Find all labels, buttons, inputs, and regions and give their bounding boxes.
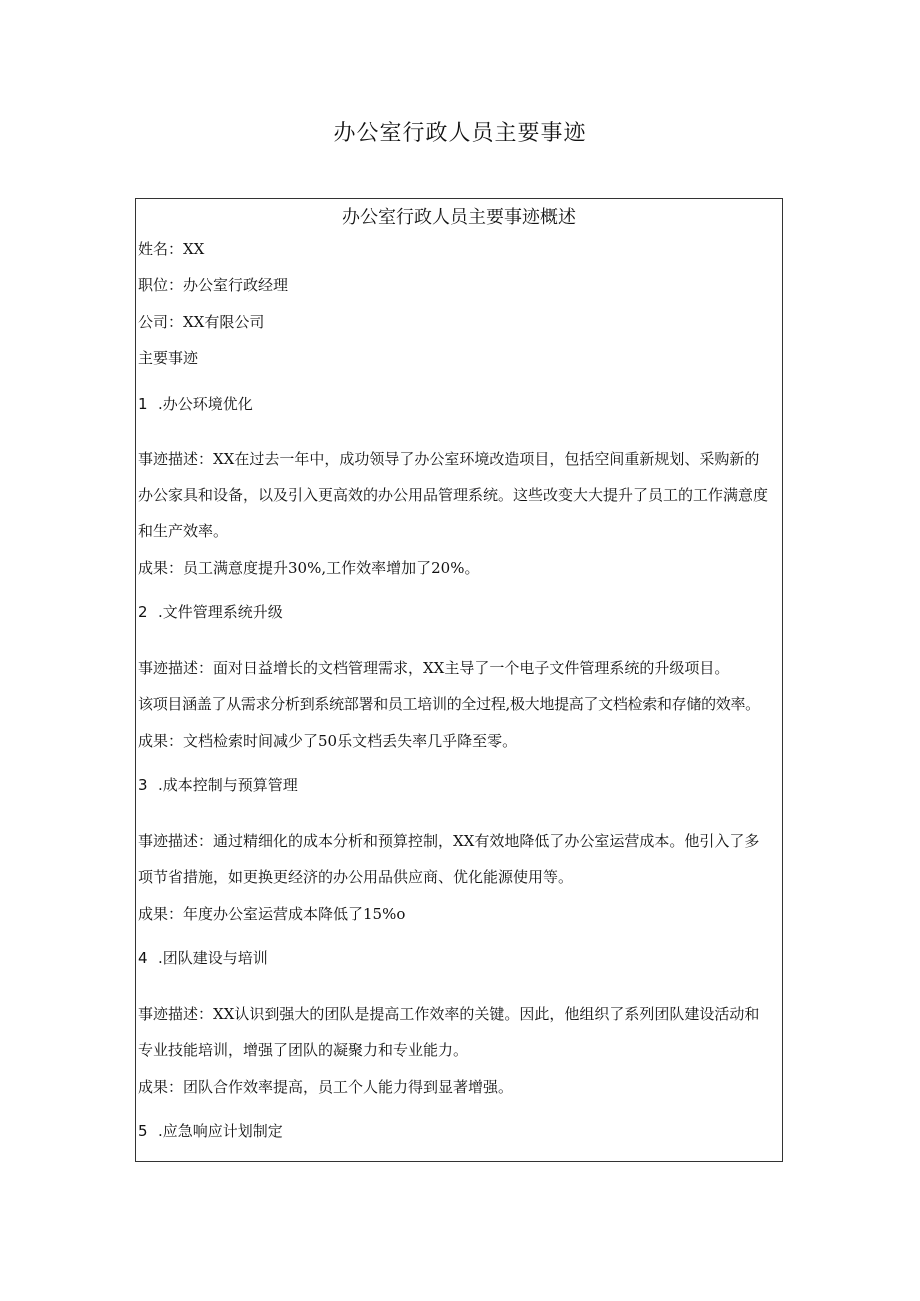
section-title: .文件管理系统升级 <box>158 603 283 621</box>
section-description-line: 事迹描述：面对日益增长的文档管理需求，XX主导了一个电子文件管理系统的升级项目。 <box>138 659 730 677</box>
company-field: 公司：XX有限公司 <box>138 313 265 331</box>
section-description-line: 和生产效率。 <box>138 522 229 540</box>
section-result: 成果：文档检索时间减少了50乐文档丢失率几乎降至零。 <box>138 732 518 750</box>
section-heading <box>138 394 253 414</box>
section-result: 成果：员工满意度提升30%,工作效率增加了20%。 <box>138 559 480 577</box>
main-heading: 主要事迹 <box>138 349 199 367</box>
section-heading <box>138 948 268 968</box>
summary-table <box>135 198 783 1162</box>
name-field: 姓名：XX <box>138 240 205 258</box>
section-heading <box>138 602 283 622</box>
section-description-line: 该项目涵盖了从需求分析到系统部署和员工培训的全过程,极大地提高了文档检索和存储的效率。 <box>138 695 760 713</box>
section-description-line: 事迹描述：XX在过去一年中，成功领导了办公室环境改造项目，包括空间重新规划、采购新的 <box>138 450 760 468</box>
section-result: 成果：团队合作效率提高，员工个人能力得到显著增强。 <box>138 1078 514 1096</box>
page-title: 办公室行政人员主要事迹 <box>333 121 587 146</box>
section-description-line: 事迹描述：XX认识到强大的团队是提高工作效率的关键。因此，他组织了系列团队建设活动和 <box>138 1005 760 1023</box>
section-number: 4 <box>138 949 148 967</box>
section-title: .应急响应计划制定 <box>158 1122 283 1140</box>
section-description-line: 事迹描述：通过精细化的成本分析和预算控制，XX有效地降低了办公室运营成本。他引入了多 <box>138 832 760 850</box>
section-title: .办公环境优化 <box>158 395 253 413</box>
section-heading <box>138 775 298 795</box>
section-result: 成果：年度办公室运营成本降低了15%o <box>138 905 406 923</box>
position-field: 职位：办公室行政经理 <box>138 276 289 294</box>
section-description-line: 办公家具和设备，以及引入更高效的办公用品管理系统。这些改变大大提升了员工的工作满意度 <box>138 486 769 504</box>
section-number: 3 <box>138 776 148 794</box>
table-title: 办公室行政人员主要事迹概述 <box>342 207 576 228</box>
section-description-line: 专业技能培训，增强了团队的凝聚力和专业能力。 <box>138 1041 469 1059</box>
section-number: 1 <box>138 395 148 413</box>
section-number: 5 <box>138 1122 148 1140</box>
section-title: .团队建设与培训 <box>158 949 268 967</box>
section-description-line: 项节省措施，如更换更经济的办公用品供应商、优化能源使用等。 <box>138 868 574 886</box>
section-heading <box>138 1121 283 1141</box>
section-number: 2 <box>138 603 148 621</box>
section-title: .成本控制与预算管理 <box>158 776 298 794</box>
